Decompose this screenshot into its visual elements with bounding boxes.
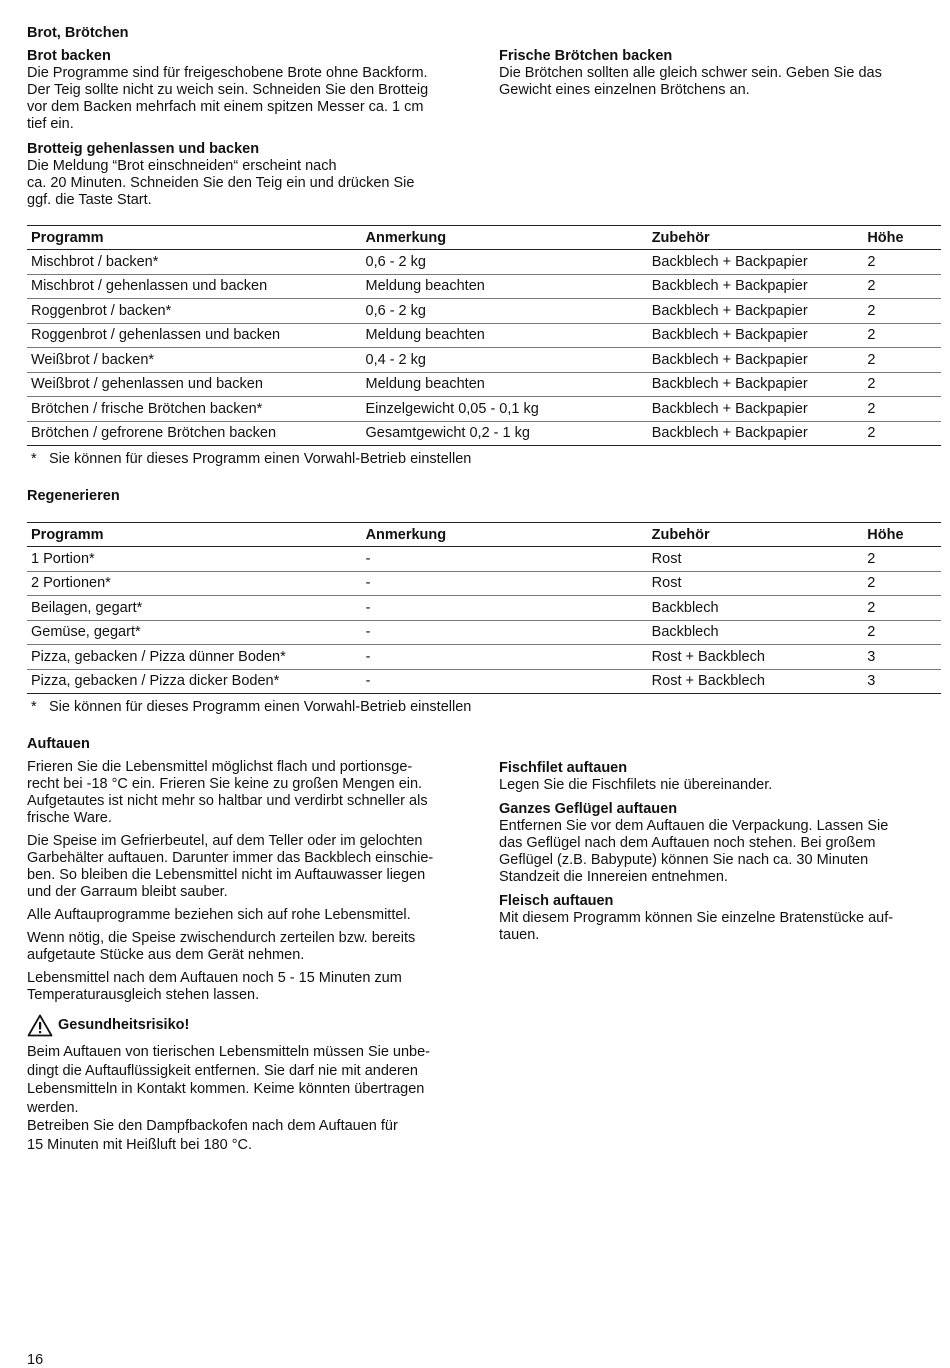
text-line: werden. <box>27 1099 79 1116</box>
table-row <box>27 669 941 694</box>
cell-hoehe: 3 <box>863 645 941 670</box>
text-line: Die Speise im Gefrierbeutel, auf dem Teller oder im gelochten <box>27 833 423 849</box>
footnote-star: * <box>31 451 37 467</box>
cell-programm: Beilagen, gegart* <box>27 596 362 621</box>
text-line: Betreiben Sie den Dampfbackofen nach dem Auftauen für <box>27 1118 398 1134</box>
table-row <box>27 274 941 299</box>
text-line: Garbehälter auftauen. Darunter immer das Backblech einschie- <box>27 850 434 866</box>
text-line: Temperaturausgleich stehen lassen. <box>27 987 260 1003</box>
table-row <box>27 645 941 670</box>
cell-programm: Mischbrot / gehenlassen und backen <box>27 274 362 299</box>
footnote-table2 <box>31 699 471 715</box>
text-line: Standzeit die Innereien entnehmen. <box>499 869 728 885</box>
cell-hoehe: 2 <box>863 323 941 348</box>
table-row <box>27 571 941 596</box>
text-line: Die Programme sind für freigeschobene Brote ohne Backform. <box>27 65 428 81</box>
brotteig-title: Brotteig gehenlassen und backen <box>27 141 260 157</box>
cell-programm: Brötchen / frische Brötchen backen* <box>27 397 362 422</box>
text-line: recht bei -18 °C ein. Frieren Sie keine zu großen Mengen ein. <box>27 776 423 792</box>
cell-programm: Roggenbrot / backen* <box>27 299 362 324</box>
cell-programm: Pizza, gebacken / Pizza dünner Boden* <box>27 645 362 670</box>
brot-program-table <box>27 225 941 446</box>
table-row <box>27 348 941 373</box>
footnote-table1 <box>31 451 471 467</box>
gefluegel-text <box>499 818 929 886</box>
cell-programm: Gemüse, gegart* <box>27 620 362 645</box>
cell-programm: Pizza, gebacken / Pizza dicker Boden* <box>27 669 362 694</box>
header-zubehoer: Zubehör <box>648 226 864 250</box>
footnote-star: * <box>31 699 37 715</box>
header-programm: Programm <box>27 226 362 250</box>
warning-triangle-icon <box>27 1014 53 1037</box>
cell-zubehoer: Backblech + Backpapier <box>648 421 864 446</box>
text-line: Alle Auftauprogramme beziehen sich auf rohe Lebensmittel. <box>27 907 411 923</box>
text-line: Entfernen Sie vor dem Auftauen die Verpackung. Lassen Sie <box>499 818 889 834</box>
footnote-text: Sie können für dieses Programm einen Vorwahl-Betrieb einstellen <box>49 699 472 715</box>
cell-programm: Brötchen / gefrorene Brötchen backen <box>27 421 362 446</box>
cell-hoehe: 2 <box>863 547 941 572</box>
cell-anmerkung: Gesamtgewicht 0,2 - 1 kg <box>362 421 648 446</box>
table-row <box>27 397 941 422</box>
table-row <box>27 421 941 446</box>
text-line: Die Meldung “Brot einschneiden“ erscheint nach <box>27 158 337 174</box>
cell-hoehe: 2 <box>863 421 941 446</box>
broetchen-text <box>499 65 929 99</box>
fischfilet-text <box>499 777 929 794</box>
table-row <box>27 250 941 275</box>
cell-anmerkung: - <box>362 669 648 694</box>
text-line: Die Brötchen sollten alle gleich schwer sein. Geben Sie das <box>499 65 882 81</box>
cell-hoehe: 2 <box>863 299 941 324</box>
cell-hoehe: 3 <box>863 669 941 694</box>
cell-anmerkung: 0,6 - 2 kg <box>362 299 648 324</box>
text-line: vor dem Backen mehrfach mit einem spitzen Messer ca. 1 cm <box>27 99 424 115</box>
table-header-row <box>27 523 941 547</box>
cell-zubehoer: Rost <box>648 547 864 572</box>
cell-anmerkung: - <box>362 547 648 572</box>
table-row <box>27 596 941 621</box>
page-number: 16 <box>27 1352 44 1368</box>
cell-zubehoer: Rost <box>648 571 864 596</box>
fleisch-title: Fleisch auftauen <box>499 893 614 909</box>
header-anmerkung: Anmerkung <box>362 523 648 547</box>
cell-programm: Mischbrot / backen* <box>27 250 362 275</box>
cell-anmerkung: - <box>362 571 648 596</box>
gefluegel-title: Ganzes Geflügel auftauen <box>499 801 678 817</box>
section-heading-brot: Brot, Brötchen <box>27 25 129 41</box>
cell-zubehoer: Rost + Backblech <box>648 669 864 694</box>
cell-programm: 1 Portion* <box>27 547 362 572</box>
cell-zubehoer: Backblech <box>648 596 864 621</box>
brot-backen-text <box>27 65 472 133</box>
cell-anmerkung: Meldung beachten <box>362 274 648 299</box>
cell-anmerkung: Meldung beachten <box>362 323 648 348</box>
cell-anmerkung: 0,4 - 2 kg <box>362 348 648 373</box>
warning-title: Gesundheitsrisiko! <box>58 1017 190 1033</box>
auftauen-paragraph-5 <box>27 970 472 1004</box>
cell-anmerkung: - <box>362 596 648 621</box>
text-line: tief ein. <box>27 116 74 132</box>
cell-programm: Weißbrot / gehenlassen und backen <box>27 372 362 397</box>
cell-hoehe: 2 <box>863 596 941 621</box>
cell-hoehe: 2 <box>863 571 941 596</box>
cell-programm: Weißbrot / backen* <box>27 348 362 373</box>
warning-text <box>27 1043 472 1154</box>
text-line: Der Teig sollte nicht zu weich sein. Schneiden Sie den Brotteig <box>27 82 429 98</box>
broetchen-title: Frische Brötchen backen <box>499 48 673 64</box>
footnote-text: Sie können für dieses Programm einen Vorwahl-Betrieb einstellen <box>49 451 472 467</box>
cell-zubehoer: Backblech + Backpapier <box>648 274 864 299</box>
fleisch-text <box>499 910 929 944</box>
text-line: Mit diesem Programm können Sie einzelne Bratenstücke auf- <box>499 910 894 926</box>
cell-hoehe: 2 <box>863 620 941 645</box>
cell-hoehe: 2 <box>863 348 941 373</box>
text-line: ben. So bleiben die Lebensmittel nicht im Auftauwasser liegen <box>27 867 426 883</box>
cell-anmerkung: Einzelgewicht 0,05 - 0,1 kg <box>362 397 648 422</box>
cell-zubehoer: Backblech + Backpapier <box>648 348 864 373</box>
cell-hoehe: 2 <box>863 372 941 397</box>
text-line: Frieren Sie die Lebensmittel möglichst flach und portionsge- <box>27 759 413 775</box>
text-line: aufgetaute Stücke aus dem Gerät nehmen. <box>27 947 305 963</box>
header-anmerkung: Anmerkung <box>362 226 648 250</box>
section-heading-auftauen: Auftauen <box>27 736 90 752</box>
text-line: frische Ware. <box>27 810 112 826</box>
table-row <box>27 323 941 348</box>
table-row <box>27 620 941 645</box>
cell-anmerkung: - <box>362 620 648 645</box>
warning-heading <box>27 1014 472 1037</box>
table-row <box>27 372 941 397</box>
cell-anmerkung: - <box>362 645 648 670</box>
brot-table-body <box>27 250 941 446</box>
cell-anmerkung: 0,6 - 2 kg <box>362 250 648 275</box>
auftauen-paragraph-4 <box>27 930 472 964</box>
text-line: Wenn nötig, die Speise zwischendurch zerteilen bzw. bereits <box>27 930 416 946</box>
text-line: 15 Minuten mit Heißluft bei 180 °C. <box>27 1136 253 1153</box>
cell-zubehoer: Backblech + Backpapier <box>648 372 864 397</box>
section-heading-regenerieren: Regenerieren <box>27 488 120 504</box>
cell-hoehe: 2 <box>863 397 941 422</box>
header-zubehoer: Zubehör <box>648 523 864 547</box>
text-line: Geflügel (z.B. Babypute) können Sie nach ca. 30 Minuten <box>499 852 869 868</box>
cell-zubehoer: Backblech + Backpapier <box>648 250 864 275</box>
table-header-row <box>27 226 941 250</box>
cell-zubehoer: Backblech <box>648 620 864 645</box>
auftauen-right-column <box>499 760 929 944</box>
header-programm: Programm <box>27 523 362 547</box>
auftauen-paragraph-1 <box>27 759 472 827</box>
regenerieren-table-body <box>27 547 941 694</box>
cell-hoehe: 2 <box>863 250 941 275</box>
cell-zubehoer: Backblech + Backpapier <box>648 323 864 348</box>
cell-anmerkung: Meldung beachten <box>362 372 648 397</box>
brot-right-column <box>499 48 929 99</box>
cell-hoehe: 2 <box>863 274 941 299</box>
text-line: Aufgetautes ist nicht mehr so haltbar und verdirbt schneller als <box>27 793 428 809</box>
text-line: ggf. die Taste Start. <box>27 192 152 208</box>
header-hoehe: Höhe <box>863 226 941 250</box>
text-line: Legen Sie die Fischfilets nie übereinander. <box>499 777 773 793</box>
fischfilet-title: Fischfilet auftauen <box>499 760 628 776</box>
text-line: Gewicht eines einzelnen Brötchens an. <box>499 82 750 98</box>
auftauen-paragraph-2 <box>27 833 472 901</box>
text-line: und der Garraum bleibt sauber. <box>27 884 228 900</box>
cell-programm: Roggenbrot / gehenlassen und backen <box>27 323 362 348</box>
table-row <box>27 299 941 324</box>
header-hoehe: Höhe <box>863 523 941 547</box>
auftauen-paragraph-3 <box>27 907 472 924</box>
text-line: Beim Auftauen von tierischen Lebensmitteln müssen Sie unbe- <box>27 1044 431 1060</box>
table-row <box>27 547 941 572</box>
cell-zubehoer: Rost + Backblech <box>648 645 864 670</box>
brotteig-text <box>27 158 472 209</box>
brot-backen-title: Brot backen <box>27 48 111 64</box>
text-line: Lebensmittel nach dem Auftauen noch 5 - 15 Minuten zum <box>27 970 402 986</box>
brot-left-column <box>27 48 472 209</box>
text-line: dingt die Auftauflüssigkeit entfernen. Sie darf nie mit anderen <box>27 1062 418 1079</box>
cell-zubehoer: Backblech + Backpapier <box>648 397 864 422</box>
cell-programm: 2 Portionen* <box>27 571 362 596</box>
text-line: ca. 20 Minuten. Schneiden Sie den Teig ein und drücken Sie <box>27 175 415 191</box>
cell-zubehoer: Backblech + Backpapier <box>648 299 864 324</box>
auftauen-left-column <box>27 759 472 1154</box>
text-line: tauen. <box>499 927 540 943</box>
text-line: das Geflügel nach dem Auftauen noch stehen. Bei großem <box>499 835 876 851</box>
text-line: Lebensmitteln in Kontakt kommen. Keime könnten übertragen <box>27 1081 425 1097</box>
regenerieren-program-table <box>27 522 941 694</box>
